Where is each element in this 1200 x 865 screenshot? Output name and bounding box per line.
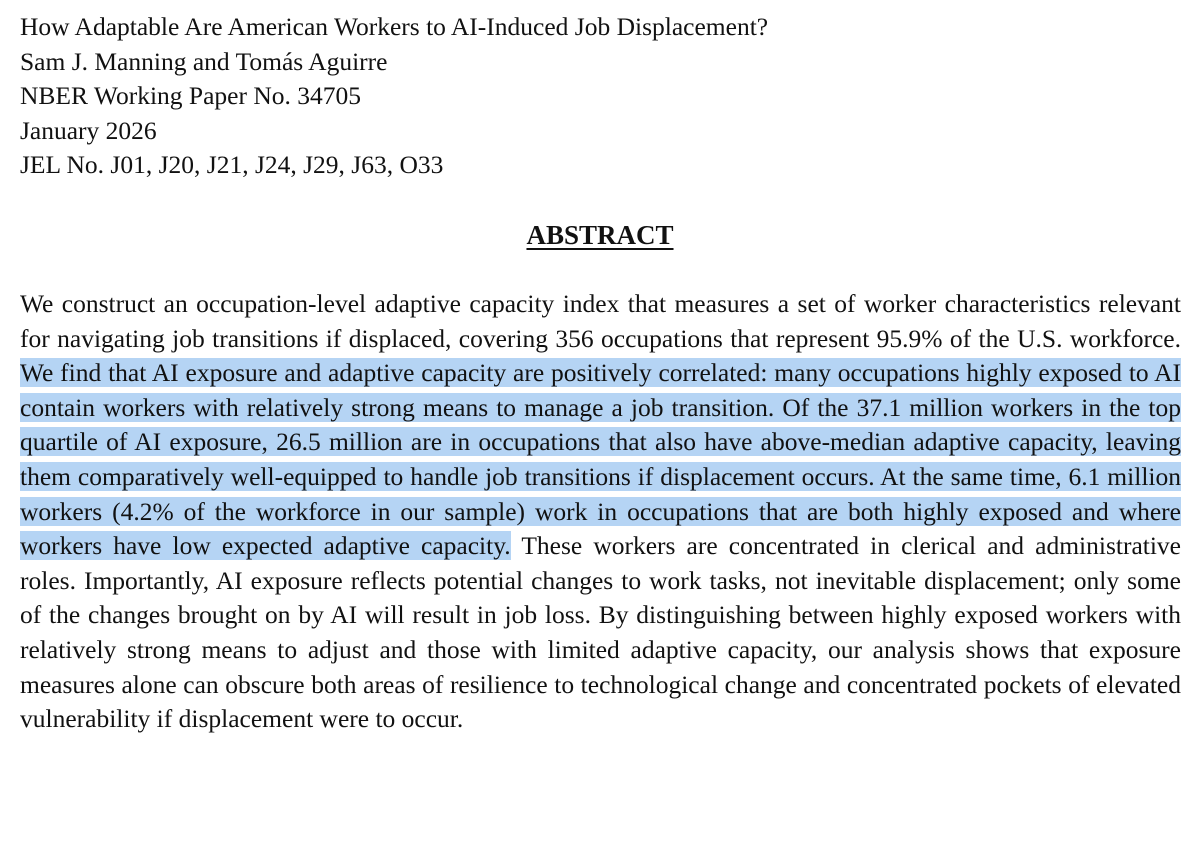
paper-header (20, 10, 1180, 183)
abstract-text-after: These workers are concentrated in clerical and administrative roles. Importantly, AI exposure reflects potential changes to work tasks, not inevitable displacement; only some of the changes brought on by AI will result in job loss. By distinguishing between highly exposed workers with relatively strong means to adjust and those with limited adaptive capacity, our analysis shows that exposure measures alone can obscure both areas of resilience to technological change and concentrated pockets of elevated vulnerability if displacement were to occur. (20, 531, 1181, 734)
abstract-text-before: We construct an occupation-level adaptive capacity index that measures a set of worker characteristics relevant for navigating job transitions if displaced, covering 356 occupations that represent 95.9% of the U.S. workforce. (20, 289, 1181, 353)
abstract-paragraph[interactable] (20, 287, 1181, 737)
paper-date: January 2026 (20, 115, 157, 145)
paper-jel-codes: JEL No. J01, J20, J21, J24, J29, J63, O33 (20, 150, 444, 179)
paper-series: NBER Working Paper No. 34705 (20, 81, 362, 110)
selected-text-highlight[interactable]: We find that AI exposure and adaptive capacity are positively correlated: many occupations highly exposed to AI contain workers with relatively strong means to manage a job transition. Of the 37.1 million workers in the top quartile of AI exposure, 26.5 million are in occupations that also have above-median adaptive capacity, leaving them comparatively well-equipped to handle job transitions if displacement occurs. At the same time, 6.1 million workers (4.2% of the workforce in our sample) work in occupations that are both highly exposed and where workers have low expected adaptive capacity. (20, 358, 1181, 561)
abstract-heading: ABSTRACT (526, 220, 674, 250)
paper-title: How Adaptable Are American Workers to AI-Induced Job Displacement? (20, 12, 769, 41)
paper-authors: Sam J. Manning and Tomás Aguirre (20, 46, 388, 76)
